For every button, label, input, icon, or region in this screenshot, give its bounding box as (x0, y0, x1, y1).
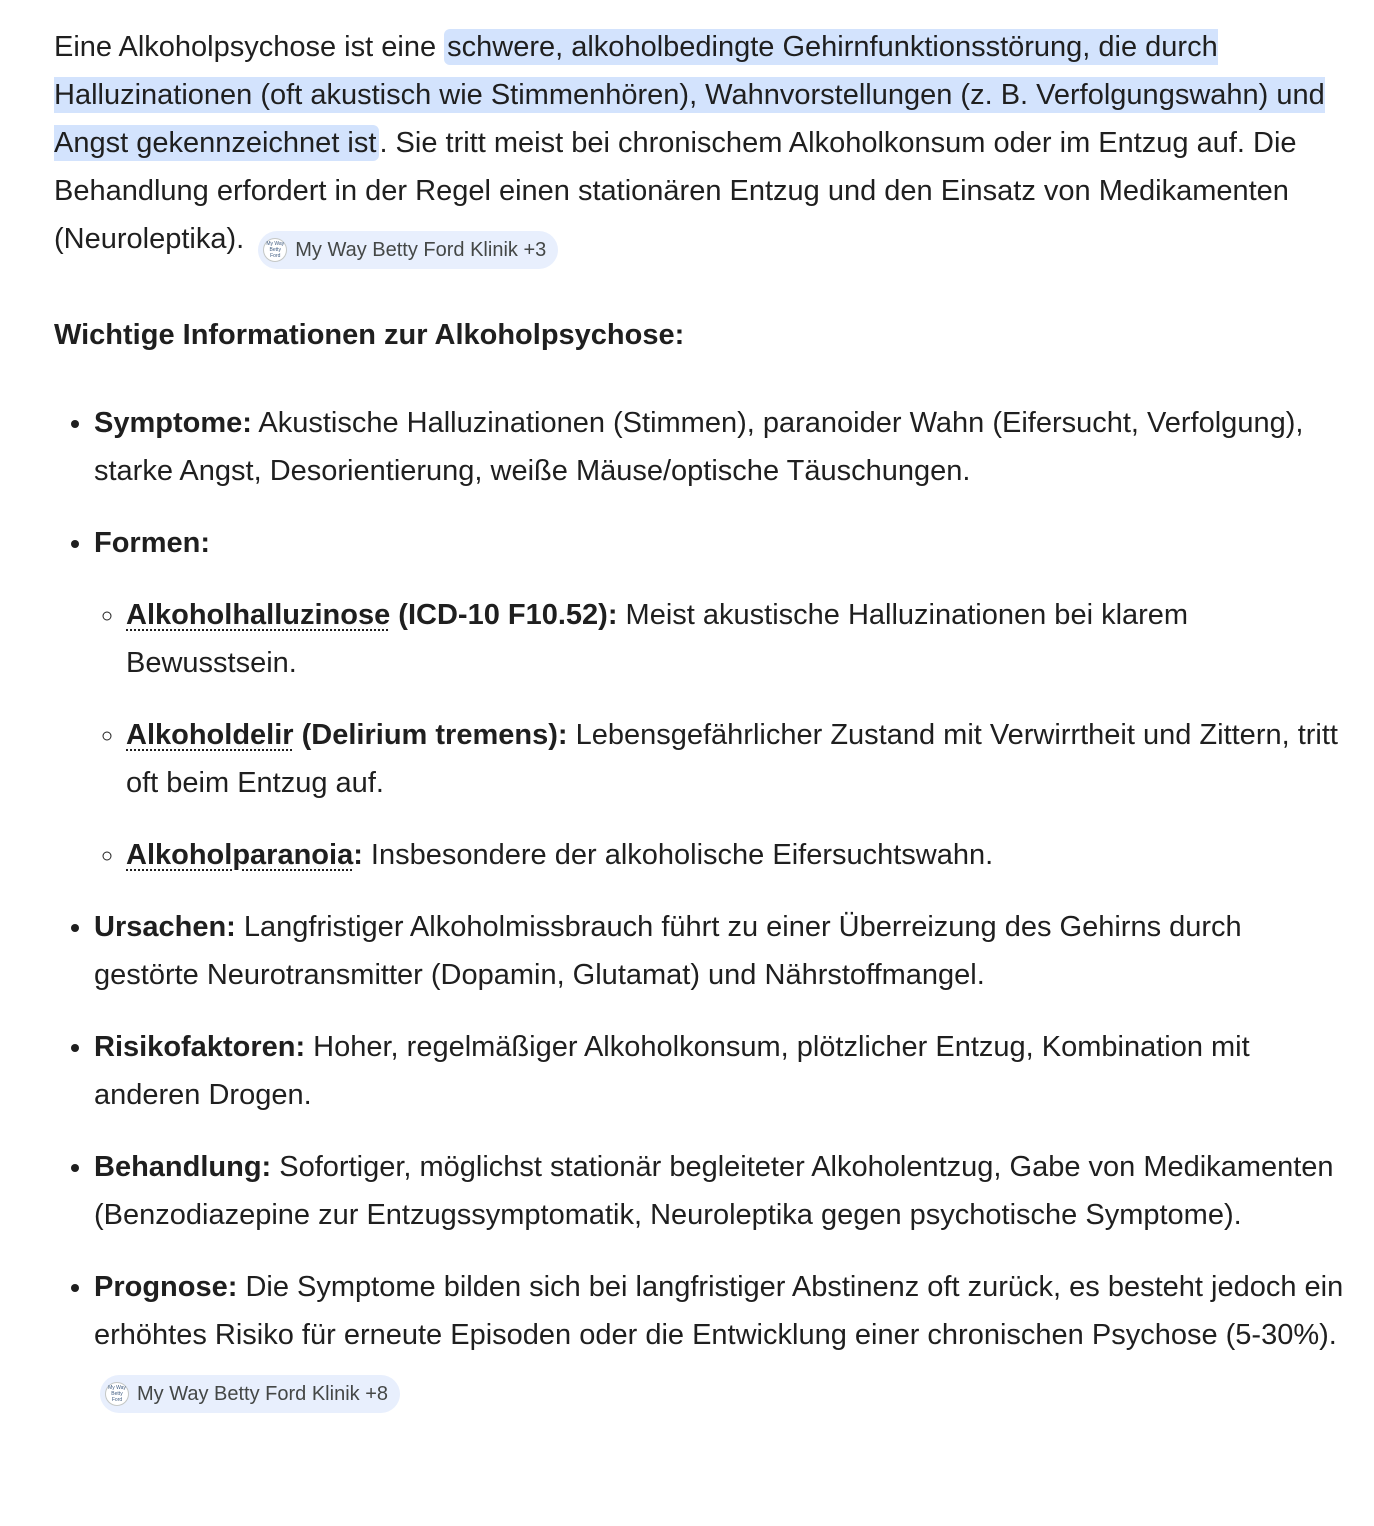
list-item-behandlung (94, 1143, 1344, 1239)
item-text: Meist akustische Halluzinationen bei klarem Bewusstsein. (126, 599, 1189, 679)
item-text: Die Symptome bilden sich bei langfristiger Abstinenz oft zurück, es besteht jedoch ein erhöhtes Risiko für erneute Episoden oder die Entwicklung einer chronischen Psychose (5-30%). (94, 1271, 1344, 1351)
item-label: Ursachen: (94, 911, 236, 943)
item-label: Symptome: (94, 407, 252, 439)
term-link[interactable]: Alkoholhalluzinose (126, 599, 391, 631)
sublist-item: ◦ Alkoholdelir (Delirium tremens): Lebensgefährlicher Zustand mit Verwirrtheit und Zittern, tritt oft beim Entzug auf. (126, 711, 1344, 807)
list-item-symptome (94, 399, 1344, 495)
ai-answer (54, 23, 1344, 1437)
formen-sublist (94, 591, 1344, 879)
item-label: Formen: (94, 527, 210, 559)
intro-suffix: . Sie tritt meist bei chronischem Alkoholkonsum oder im Entzug auf. Die Behandlung erfordert in der Regel einen stationären Entzug und den Einsatz von Medikamenten (54, 127, 1297, 207)
list-item-formen (94, 519, 1344, 879)
list-item-risikofaktoren (94, 1023, 1344, 1119)
source-chip-label: My Way Betty Ford Klinik +8 (137, 1383, 388, 1405)
term-link[interactable]: Alkoholparanoia (126, 839, 354, 871)
item-label: Behandlung: (94, 1151, 272, 1183)
item-text: Langfristiger Alkoholmissbrauch führt zu einer Überreizung des Gehirns durch gestörte Neurotransmitter (Dopamin, Glutamat) und Nährstoffmangel. (94, 911, 1242, 991)
source-chip[interactable] (100, 1375, 400, 1413)
item-text: Lebensgefährlicher Zustand mit Verwirrtheit und Zittern, tritt oft beim Entzug auf. (126, 719, 1338, 799)
intro-highlight[interactable]: schwere, alkoholbedingte Gehirnfunktionsstörung, die durch Halluzinationen (oft akustisch wie Stimmenhören), Wahnvorstellungen (z. B. Verfolgungswahn) und Angst gekennzeichnet ist (54, 31, 1325, 159)
intro-prefix: Eine Alkoholpsychose ist eine (54, 31, 445, 63)
intro-last-line: (Neuroleptika). (54, 223, 245, 255)
term-link[interactable]: Alkoholdelir (126, 719, 294, 751)
list-item-prognose (94, 1263, 1344, 1413)
item-text: Insbesondere der alkoholische Eifersuchtswahn. (362, 839, 994, 871)
list-item-ursachen (94, 903, 1344, 999)
item-text: Akustische Halluzinationen (Stimmen), paranoider Wahn (Eifersucht, Verfolgung), starke Angst, Desorientierung, weiße Mäuse/optische Täuschungen. (94, 407, 1304, 487)
item-label: Risikofaktoren: (94, 1031, 306, 1063)
sublist-item: ◦ Alkoholparanoia: Insbesondere der alkoholische Eifersuchtswahn. (126, 831, 1344, 879)
source-chip[interactable] (258, 231, 558, 269)
source-logo-icon: My Way Betty Ford (263, 238, 287, 262)
item-text: Sofortiger, möglichst stationär begleiteter Alkoholentzug, Gabe von Medikamenten (Benzodiazepine zur Entzugssymptomatik, Neuroleptika gegen psychotische Symptome). (94, 1151, 1334, 1231)
sublist-item: ◦ Alkoholhalluzinose (ICD-10 F10.52): Meist akustische Halluzinationen bei klarem Bewusstsein. (126, 591, 1344, 687)
source-chip-label: My Way Betty Ford Klinik +3 (295, 239, 547, 261)
info-list (54, 399, 1344, 1413)
section-heading: Wichtige Informationen zur Alkoholpsychose: (54, 319, 685, 351)
item-label: Prognose: (94, 1271, 238, 1303)
intro-paragraph (54, 23, 1344, 269)
source-logo-icon: My Way Betty Ford (105, 1382, 129, 1406)
item-text: Hoher, regelmäßiger Alkoholkonsum, plötzlicher Entzug, Kombination mit anderen Drogen. (94, 1031, 1250, 1111)
